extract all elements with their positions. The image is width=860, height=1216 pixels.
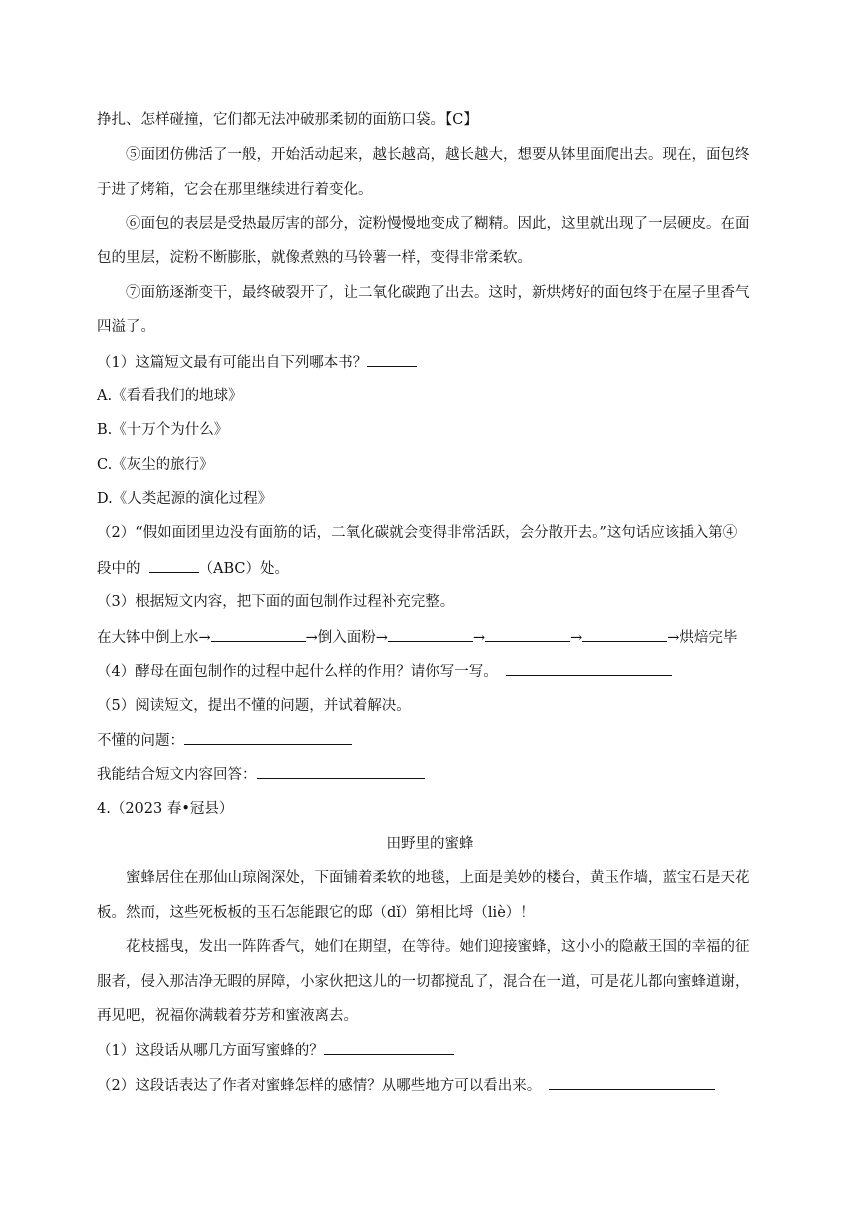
question-text: （2）这段话表达了作者对蜜蜂怎样的感情？从哪些地方可以看出来。 xyxy=(97,1078,542,1094)
question-1 xyxy=(97,352,417,373)
question-text: （ABC）处。 xyxy=(198,561,289,577)
passage-line: 服者，侵入那洁净无暇的屏障，小家伙把这儿的一切都搅乱了，混合在一道，可是花儿都向蜜蜂道谢， xyxy=(97,974,750,990)
arrow: → xyxy=(472,630,486,646)
answer-blank[interactable] xyxy=(149,558,199,573)
question-text: 段中的 xyxy=(97,561,141,577)
flow-text: 在大钵中倒上水→ xyxy=(97,630,211,646)
question-1 xyxy=(97,1040,454,1061)
question-4 xyxy=(97,661,672,682)
question-header: 4.（2023 春•冠县） xyxy=(97,801,234,817)
option-c: C.《灰尘的旅行》 xyxy=(97,457,214,473)
option-a: A.《看看我们的地球》 xyxy=(97,388,243,404)
answer-blank[interactable] xyxy=(388,627,473,642)
answer-blank[interactable] xyxy=(257,764,425,779)
passage-line: 挣扎、怎样碰撞，它们都无法冲破那柔韧的面筋口袋。【C】 xyxy=(97,112,478,128)
passage-line: 再见吧，祝福你满载着芬芳和蜜液离去。 xyxy=(97,1008,358,1024)
question-text: （1）这篇短文最有可能出自下列哪本书？ xyxy=(97,355,368,371)
answer-blank[interactable] xyxy=(582,627,667,642)
question-text: 不懂的问题： xyxy=(97,733,184,749)
option-b: B.《十万个为什么》 xyxy=(97,422,229,438)
passage-line: 板。然而，这些死板板的玉石怎能跟它的邸（dǐ）第相比埒（liè）！ xyxy=(97,905,535,921)
question-5b xyxy=(97,764,425,785)
question-2-cont xyxy=(97,558,289,579)
question-3: （3）根据短文内容，把下面的面包制作过程补充完整。 xyxy=(97,594,455,610)
passage-paragraph-2: 花枝摇曳，发出一阵阵香气，她们在期望，在等待。她们迎接蜜蜂，这小小的隐蔽王国的幸福的征 xyxy=(126,939,750,955)
question-2 xyxy=(97,1075,715,1096)
passage-paragraph-5: ⑤面团仿佛活了一般，开始活动起来，越长越高，越长越大，想要从钵里面爬出去。现在，面包终 xyxy=(126,147,750,163)
option-d: D.《人类起源的演化过程》 xyxy=(97,491,273,507)
question-text: 我能结合短文内容回答： xyxy=(97,767,257,783)
question-5a xyxy=(97,730,352,751)
answer-blank[interactable] xyxy=(184,730,352,745)
answer-blank[interactable] xyxy=(367,352,417,367)
passage-paragraph-1: 蜜蜂居住在那仙山琼阁深处，下面铺着柔软的地毯，上面是美妙的楼台，黄玉作墙，蓝宝石是天花 xyxy=(126,870,750,886)
passage-title: 田野里的蜜蜂 xyxy=(386,836,474,852)
flow-text: →倒入面粉→ xyxy=(305,630,388,646)
passage-paragraph-6: ⑥面包的表层是受热最厉害的部分，淀粉慢慢地变成了糊精。因此，这里就出现了一层硬皮。在面 xyxy=(126,216,750,232)
process-flow xyxy=(97,627,737,648)
question-5: （5）阅读短文，提出不懂的问题，并试着解决。 xyxy=(97,698,411,714)
passage-line: 于进了烤箱，它会在那里继续进行着变化。 xyxy=(97,182,373,198)
flow-text: →烘焙完毕 xyxy=(667,630,738,646)
answer-blank[interactable] xyxy=(506,661,672,676)
passage-line: 四溢了。 xyxy=(97,319,155,335)
answer-blank[interactable] xyxy=(549,1075,715,1090)
question-text: （1）这段话从哪几方面写蜜蜂的？ xyxy=(97,1043,324,1059)
arrow: → xyxy=(570,630,583,646)
answer-blank[interactable] xyxy=(211,627,306,642)
passage-paragraph-7: ⑦面筋逐渐变干，最终破裂开了，让二氧化碳跑了出去。这时，新烘烤好的面包终于在屋子里香气 xyxy=(126,285,750,301)
question-2: （2）“假如面团里边没有面筋的话，二氧化碳就会变得非常活跃，会分散开去。”这句话应该插入第④ xyxy=(97,525,738,541)
passage-line: 包的里层，淀粉不断膨胀，就像煮熟的马铃薯一样，变得非常柔软。 xyxy=(97,250,532,266)
answer-blank[interactable] xyxy=(324,1040,454,1055)
answer-blank[interactable] xyxy=(485,627,570,642)
question-text: （4）酵母在面包制作的过程中起什么样的作用？请你写一写。 xyxy=(97,664,498,680)
